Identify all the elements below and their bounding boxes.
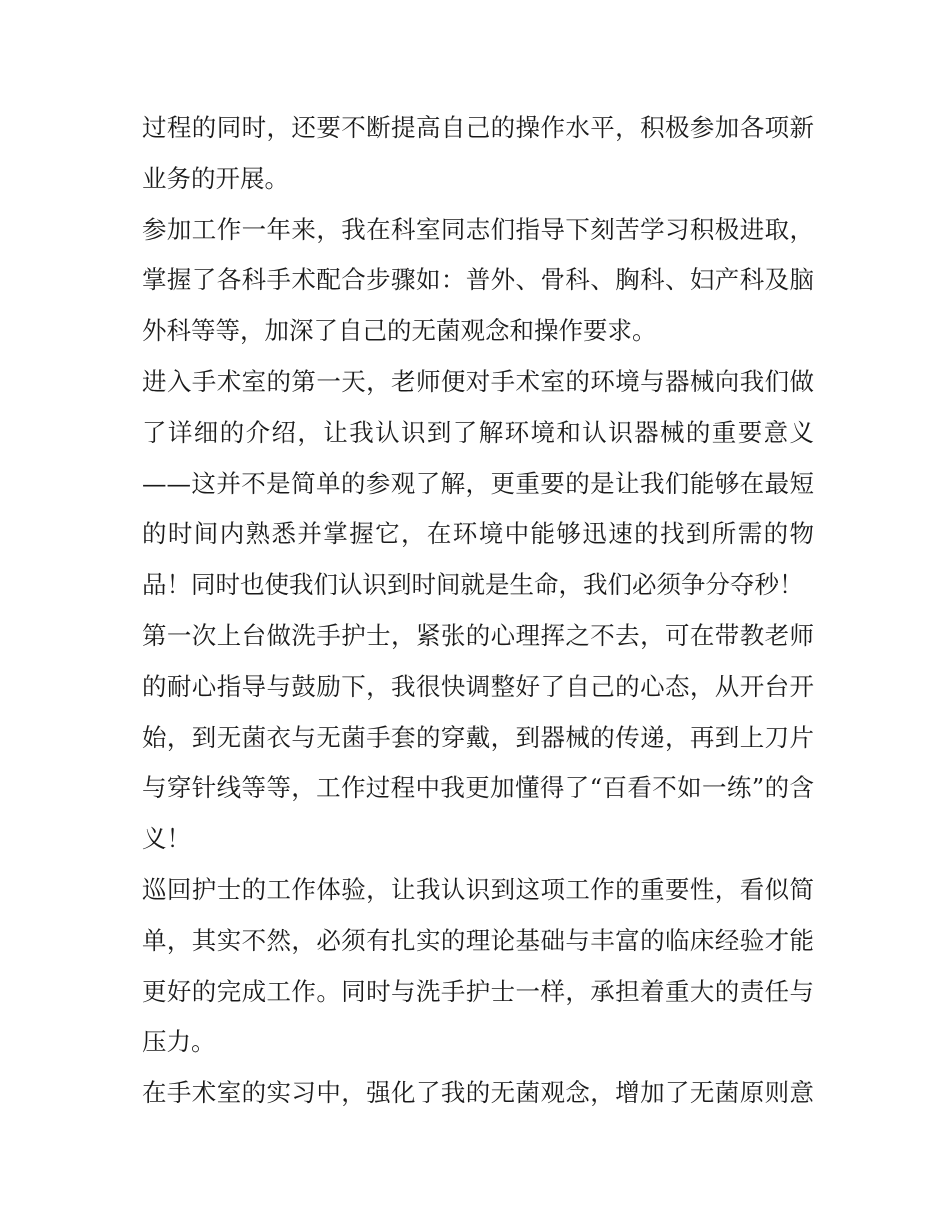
text-line: 掌握了各科手术配合步骤如：普外、骨科、胸科、妇产科及脑 xyxy=(142,265,814,295)
text-line: 的时间内熟悉并掌握它，在环境中能够迅速的找到所需的物 xyxy=(142,519,814,549)
text-line: 义！ xyxy=(142,824,191,854)
text-line: 更好的完成工作。同时与洗手护士一样，承担着重大的责任与 xyxy=(142,976,814,1006)
text-line: 进入手术室的第一天，老师便对手术室的环境与器械向我们做 xyxy=(142,366,814,396)
text-line: 品！同时也使我们认识到时间就是生命，我们必须争分夺秒！ xyxy=(142,570,804,600)
text-line: 过程的同时，还要不断提高自己的操作水平，积极参加各项新 xyxy=(142,113,814,142)
text-line: 了详细的介绍，让我认识到了解环境和认识器械的重要意义 xyxy=(142,417,814,447)
text-line: 的耐心指导与鼓励下，我很快调整好了自己的心态，从开台开 xyxy=(142,671,814,701)
text-line: 参加工作一年来，我在科室同志们指导下刻苦学习积极进取， xyxy=(142,214,814,244)
text-line: 始，到无菌衣与无菌手套的穿戴，到器械的传递，再到上刀片 xyxy=(142,722,814,752)
text-line: 在手术室的实习中，强化了我的无菌观念，增加了无菌原则意 xyxy=(142,1078,814,1108)
text-line: 业务的开展。 xyxy=(142,163,289,193)
text-line: 第一次上台做洗手护士，紧张的心理挥之不去，可在带教老师 xyxy=(142,620,814,650)
text-line: 单，其实不然，必须有扎实的理论基础与丰富的临床经验才能 xyxy=(142,925,814,955)
text-line: 压力。 xyxy=(142,1027,216,1057)
text-line: ——这并不是简单的参观了解，更重要的是让我们能够在最短 xyxy=(142,468,814,498)
text-line: 与穿针线等等，工作过程中我更加懂得了“百看不如一练”的含 xyxy=(142,773,814,803)
document-body xyxy=(142,103,814,1119)
text-line: 外科等等，加深了自己的无菌观念和操作要求。 xyxy=(142,316,657,346)
text-line: 巡回护士的工作体验，让我认识到这项工作的重要性，看似简 xyxy=(142,874,814,904)
